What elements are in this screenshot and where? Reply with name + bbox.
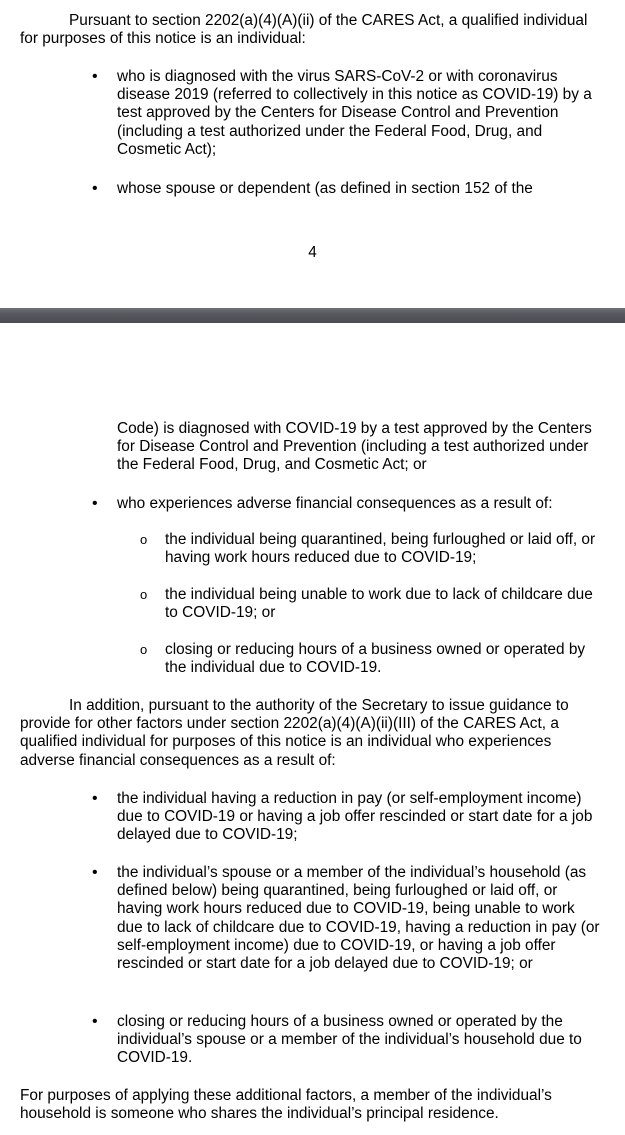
list-item: • whose spouse or dependent (as defined in section 152 of the bbox=[92, 180, 533, 197]
page-number: 4 bbox=[308, 244, 317, 261]
list-item: • who is diagnosed with the virus SARS-CoV-2 or with coronavirus disease 2019 (referred to collectively in this notice as COVID-19) by a test approved by the Centers for Disease Control and Prevention (including a test authorized under the Federal Food, Drug, and Cosmetic Act); bbox=[92, 68, 592, 158]
bullet-icon: • bbox=[92, 495, 98, 512]
addition-paragraph: In addition, pursuant to the authority of the Secretary to issue guidance to provide for other factors under section 2202(a)(4)(A)(ii)(III) of the CARES Act, a qualified individual for purposes of this notice is an individual who experiences adverse financial consequences as a result of: bbox=[20, 697, 569, 769]
bullet-icon: • bbox=[92, 1013, 98, 1030]
sub-list-item: o the individual being quarantined, being furloughed or laid off, or having work hours reduced due to COVID-19; bbox=[140, 531, 596, 567]
bullet-icon: • bbox=[92, 864, 98, 881]
list-item: • closing or reducing hours of a business owned or operated by the individual’s spouse or a member of the individual’s household due to COVID-19. bbox=[92, 1013, 582, 1067]
sub-list-item: o closing or reducing hours of a business owned or operated by the individual due to COVID-19. bbox=[140, 641, 586, 677]
list-item: • who experiences adverse financial consequences as a result of: bbox=[92, 495, 553, 512]
list-item-continuation: Code) is diagnosed with COVID-19 by a test approved by the Centers for Disease Control and Prevention (including a test authorized under the Federal Food, Drug, and Cosmetic Act; or bbox=[117, 420, 592, 474]
document-page-5 bbox=[0, 323, 625, 1135]
list-item: • the individual’s spouse or a member of the individual’s household (as defined below) being quarantined, being furloughed or laid off, or having work hours reduced due to COVID-19, being unable to work due to lack of childcare due to COVID-19, having a reduction in pay (or self-employment income) due to COVID-19, or having a job offer rescinded or start date for a job delayed due to COVID-19; or bbox=[92, 864, 600, 973]
circle-bullet-icon: o bbox=[140, 642, 148, 657]
bullet-icon: • bbox=[92, 180, 98, 197]
bullet-icon: • bbox=[92, 68, 98, 85]
list-item: • the individual having a reduction in pay (or self-employment income) due to COVID-19 or having a job offer rescinded or start date for a job delayed due to COVID-19; bbox=[92, 790, 593, 844]
circle-bullet-icon: o bbox=[140, 587, 148, 602]
circle-bullet-icon: o bbox=[140, 532, 148, 547]
bullet-icon: • bbox=[92, 790, 98, 807]
document-page-4 bbox=[0, 0, 625, 308]
closing-paragraph: For purposes of applying these additional factors, a member of the individual’s household is someone who shares the individual’s principal residence. bbox=[20, 1087, 552, 1123]
sub-list-item: o the individual being unable to work due to lack of childcare due to COVID-19; or bbox=[140, 586, 593, 622]
intro-paragraph: Pursuant to section 2202(a)(4)(A)(ii) of the CARES Act, a qualified individual for purposes of this notice is an individual: bbox=[20, 12, 588, 48]
page-divider bbox=[0, 308, 625, 323]
